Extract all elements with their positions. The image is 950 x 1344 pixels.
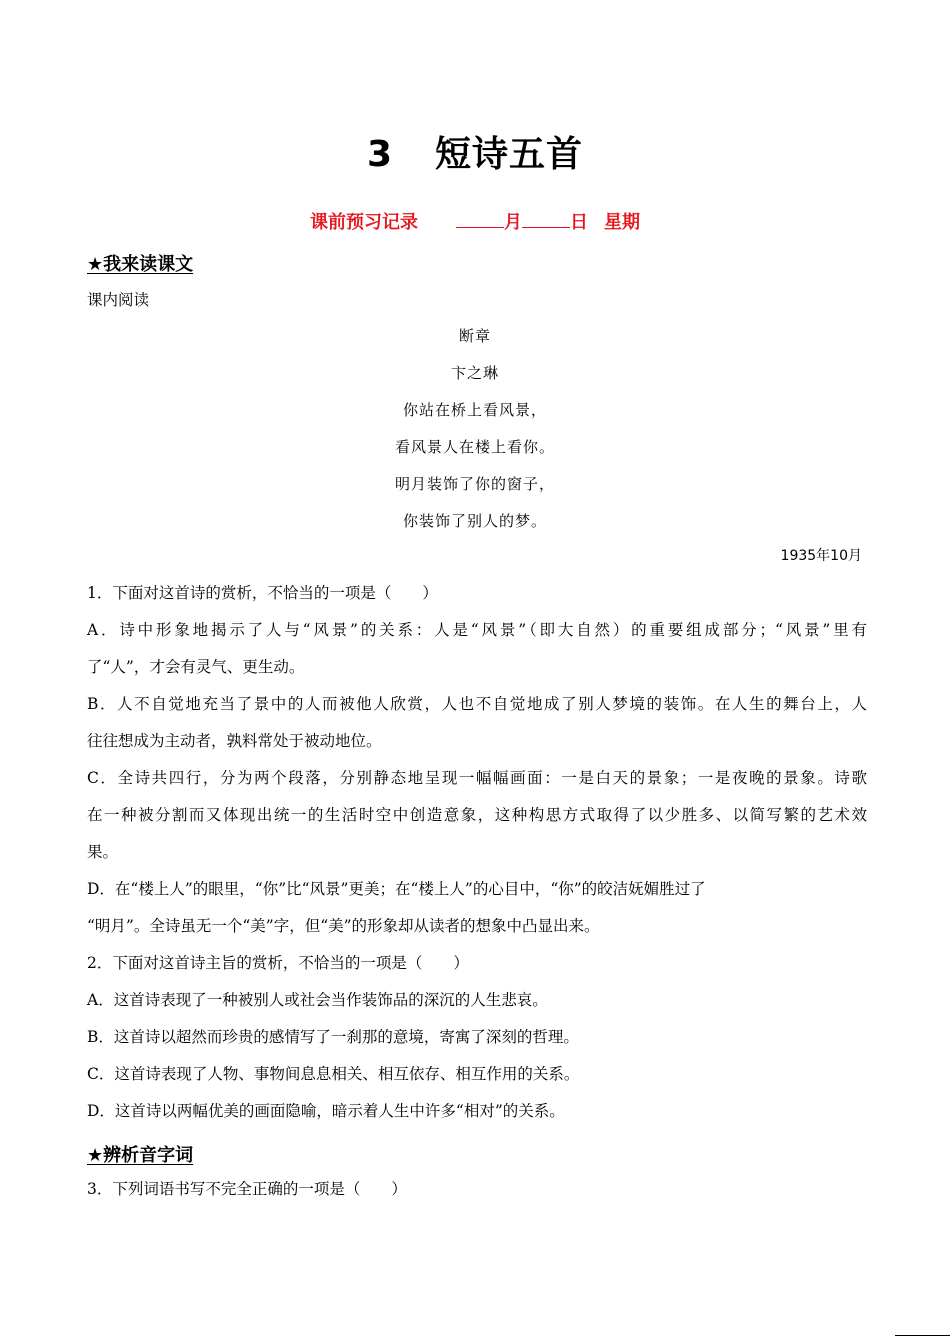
preview-record-header (0, 208, 950, 234)
poem-line: 你站在桥上看风景， (402, 401, 547, 419)
question-1-line: 了“人”，才会有灵气、更生动。 (87, 658, 305, 676)
question-1-line: C．全诗共四行，分为两个段落，分别静态地呈现一幅幅画面：一是白天的景象；一是夜晚的景象。诗歌 (87, 769, 867, 787)
question-3-stem: 3．下列词语书写不完全正确的一项是（ ） (87, 1180, 407, 1198)
question-2-option: B．这首诗以超然而珍贵的感情写了一刹那的意境，寄寓了深刻的哲理。 (87, 1028, 579, 1046)
question-2-option: C．这首诗表现了人物、事物间息息相关、相互依存、相互作用的关系。 (87, 1065, 580, 1083)
question-1-line: “明月”。全诗虽无一个“美”字，但“美”的形象却从读者的想象中凸显出来。 (87, 917, 600, 935)
question-1-stem: 1．下面对这首诗的赏析，不恰当的一项是（ ） (87, 584, 438, 602)
poem-line: 明月装饰了你的窗子， (394, 475, 555, 493)
month-blank (456, 211, 504, 228)
question-2-option: D．这首诗以两幅优美的画面隐喻，暗示着人生中许多“相对”的关系。 (87, 1102, 565, 1120)
page-edge-line (895, 1335, 950, 1336)
reading-label: 课内阅读 (87, 291, 150, 309)
day-label: 日 (570, 212, 588, 233)
section-heading-read-text: ★我来读课文 (87, 254, 194, 275)
poem-title: 断章 (458, 327, 491, 345)
question-1-line: D．在“楼上人”的眼里，“你”比“风景”更美；在“楼上人”的心目中，“你”的皎洁妩媚胜过了 (87, 880, 706, 898)
page-title (0, 126, 950, 177)
poem-line: 你装饰了别人的梦。 (402, 512, 547, 530)
lesson-number: 3 (366, 134, 394, 175)
section-heading-discriminate: ★辨析音字词 (87, 1145, 194, 1166)
poem-line: 看风景人在楼上看你。 (394, 438, 555, 456)
preview-record-label: 课前预习记录 (310, 212, 418, 233)
month-label: 月 (504, 212, 522, 233)
question-1-line: B．人不自觉地充当了景中的人而被他人欣赏，人也不自觉地成了别人梦境的装饰。在人生的舞台上，人 (87, 695, 867, 713)
lesson-title: 短诗五首 (435, 134, 584, 175)
question-1-line: 往往想成为主动者，孰料常处于被动地位。 (87, 732, 382, 750)
question-1-line: 在一种被分割而又体现出统一的生活时空中创造意象，这种构思方式取得了以少胜多、以简写繁的艺术效 (87, 806, 867, 824)
question-2-stem: 2．下面对这首诗主旨的赏析，不恰当的一项是（ ） (87, 954, 469, 972)
poem-date: 1935年10月 (780, 548, 862, 564)
day-blank (522, 211, 570, 228)
weekday-label: 星期 (604, 212, 640, 233)
question-1-line: A．诗中形象地揭示了人与“风景”的关系：人是“风景”（即大自然）的重要组成部分；“风景”里有 (87, 621, 867, 639)
poem-author: 卞之琳 (450, 364, 499, 382)
question-2-option: A．这首诗表现了一种被别人或社会当作装饰品的深沉的人生悲哀。 (87, 991, 548, 1009)
question-1-line: 果。 (87, 843, 119, 861)
